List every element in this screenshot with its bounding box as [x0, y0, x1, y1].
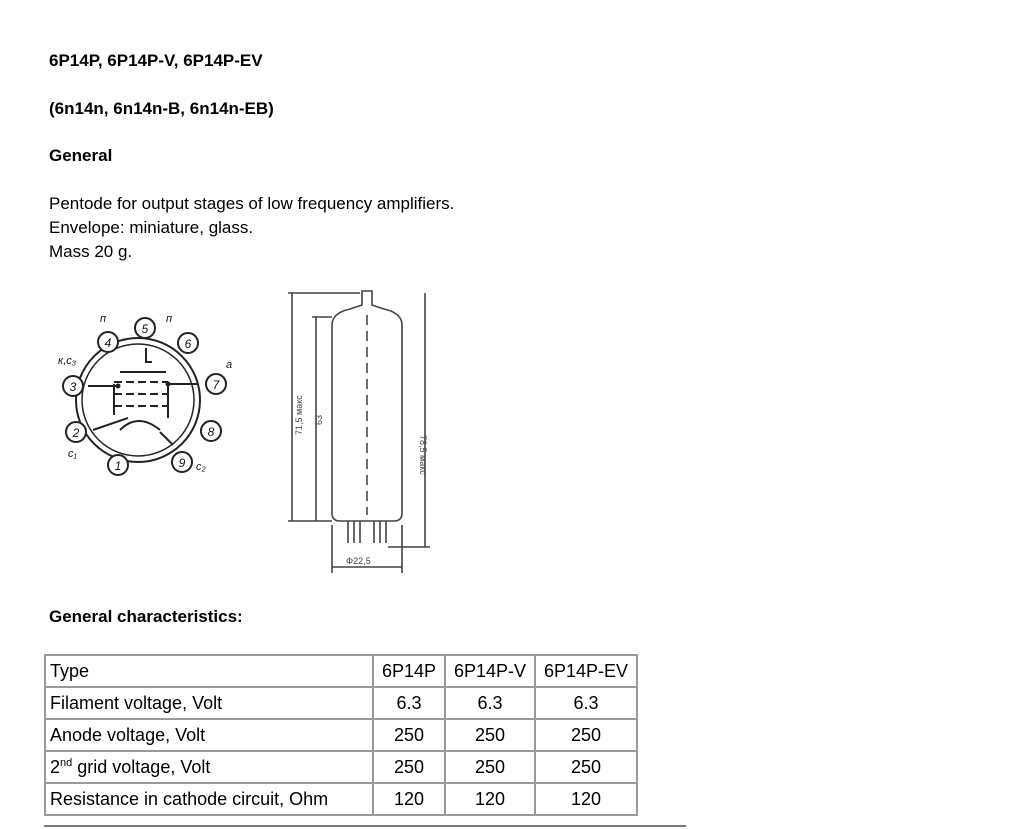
general-line: Mass 20 g. [49, 242, 133, 261]
table-cell: 250 [445, 751, 535, 783]
label-n2: п [166, 313, 173, 325]
table-header-cell: 6P14P [373, 655, 445, 687]
tube-envelope-circle [76, 338, 200, 462]
table-row [45, 751, 637, 783]
table-cell: 6.3 [535, 687, 637, 719]
pin-1 [108, 455, 128, 475]
table-cell: 120 [445, 783, 535, 815]
table-header-cell: 6P14P-EV [535, 655, 637, 687]
svg-text:3: 3 [69, 380, 77, 394]
dim-overall-height: 78,5 макс [418, 435, 428, 475]
tube-title-russian: (6n14n, 6n14n-B, 6n14n-EB) [49, 99, 274, 118]
label-n1: п [100, 313, 107, 325]
label-a: а [226, 359, 233, 371]
table-header-row [45, 655, 637, 687]
row-label: Anode voltage, Volt [45, 719, 373, 751]
table-cell: 6.3 [445, 687, 535, 719]
page-bottom-rule [44, 825, 686, 827]
table-cell: 250 [445, 719, 535, 751]
table-cell: 6.3 [373, 687, 445, 719]
pin-6 [178, 333, 198, 353]
general-line: Envelope: miniature, glass. [49, 218, 254, 237]
dim-diameter: Φ22,5 [346, 556, 371, 566]
pin-4 [98, 332, 118, 352]
label-c1: с₁ [68, 448, 77, 460]
pinout-diagram [48, 300, 248, 485]
general-line: Pentode for output stages of low frequency amplifiers. [49, 194, 455, 213]
table-header-cell: 6P14P-V [445, 655, 535, 687]
row-label: Resistance in cathode circuit, Ohm [45, 783, 373, 815]
label-c2: с₂ [196, 461, 206, 473]
svg-text:9: 9 [178, 456, 186, 470]
svg-text:2: 2 [72, 426, 80, 440]
pin-8 [201, 421, 221, 441]
characteristics-heading: General characteristics: [49, 607, 243, 626]
svg-text:5: 5 [141, 322, 149, 336]
general-heading: General [49, 146, 113, 165]
table-row [45, 719, 637, 751]
tube-title: 6P14P, 6P14P-V, 6P14P-EV [49, 51, 263, 70]
table-cell: 120 [373, 783, 445, 815]
table-row [45, 783, 637, 815]
tube-envelope [332, 291, 402, 521]
row-label: 2nd grid voltage, Volt [45, 751, 373, 783]
table-cell: 250 [535, 751, 637, 783]
characteristics-table [44, 654, 638, 816]
table-header-cell: Type [45, 655, 373, 687]
svg-text:1: 1 [114, 459, 122, 473]
pin-3 [63, 376, 83, 396]
pin-2 [66, 422, 86, 442]
outline-drawing [280, 285, 440, 580]
label-k-c3: к,с₃ [58, 355, 77, 367]
general-description [49, 192, 454, 264]
table-cell: 250 [373, 719, 445, 751]
svg-text:4: 4 [104, 336, 112, 350]
dim-body-height: 71,5 макс [294, 395, 304, 435]
table-cell: 250 [373, 751, 445, 783]
dim-seated-height: 63 [314, 414, 324, 425]
pin-7 [206, 374, 226, 394]
svg-text:8: 8 [207, 425, 215, 439]
pin-5 [135, 318, 155, 338]
svg-text:7: 7 [212, 378, 220, 392]
table-row [45, 687, 637, 719]
svg-text:6: 6 [184, 337, 192, 351]
row-label: Filament voltage, Volt [45, 687, 373, 719]
table-cell: 250 [535, 719, 637, 751]
table-cell: 120 [535, 783, 637, 815]
pin-9 [172, 452, 192, 472]
